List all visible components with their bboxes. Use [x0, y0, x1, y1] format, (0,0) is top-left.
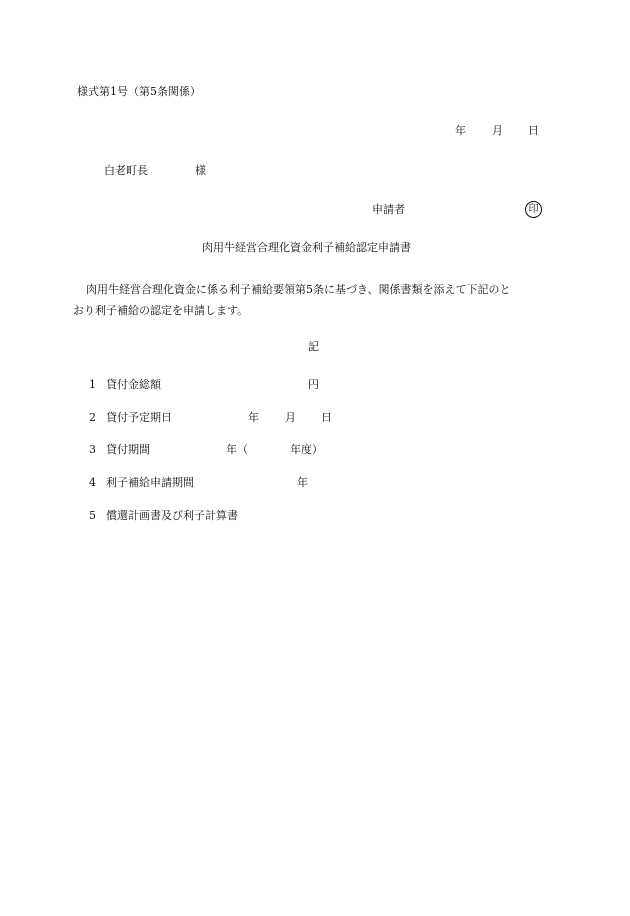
body-paragraph [73, 279, 560, 321]
date-day: 日 [528, 124, 539, 137]
item-year-open: 年（ [226, 443, 248, 456]
item-number: 2 [89, 411, 96, 424]
date-year: 年 [455, 124, 466, 137]
item-number: 1 [89, 378, 96, 391]
item-label: 貸付金総額 [106, 378, 161, 391]
applicant-label: 申請者 [372, 203, 405, 216]
item-year: 年 [297, 476, 308, 489]
addressee-honorific: 様 [195, 164, 206, 177]
item-fiscal-close: 年度） [290, 443, 323, 456]
item-number: 4 [89, 476, 96, 489]
item-label: 償還計画書及び利子計算書 [106, 509, 238, 522]
item-month: 月 [285, 411, 296, 424]
body-line-1: 肉用牛経営合理化資金に係る利子補給要領第5条に基づき、関係書類を添えて下記のと [86, 283, 511, 296]
item-year: 年 [248, 411, 259, 424]
item-number: 3 [89, 443, 96, 456]
item-label: 貸付期間 [106, 443, 150, 456]
body-line-2: おり利子補給の認定を申請します。 [73, 304, 249, 317]
seal-mark: 印 [525, 201, 542, 218]
date-month: 月 [492, 124, 503, 137]
item-label: 貸付予定期日 [106, 411, 172, 424]
item-day: 日 [321, 411, 332, 424]
addressee-title: 白老町長 [104, 164, 148, 177]
ki-heading: 記 [308, 340, 319, 353]
item-number: 5 [89, 509, 96, 522]
form-label: 様式第1号（第5条関係） [77, 85, 201, 98]
item-unit-yen: 円 [308, 378, 319, 391]
document-title: 肉用牛経営合理化資金利子補給認定申請書 [202, 241, 411, 254]
item-label: 利子補給申請期間 [106, 476, 194, 489]
